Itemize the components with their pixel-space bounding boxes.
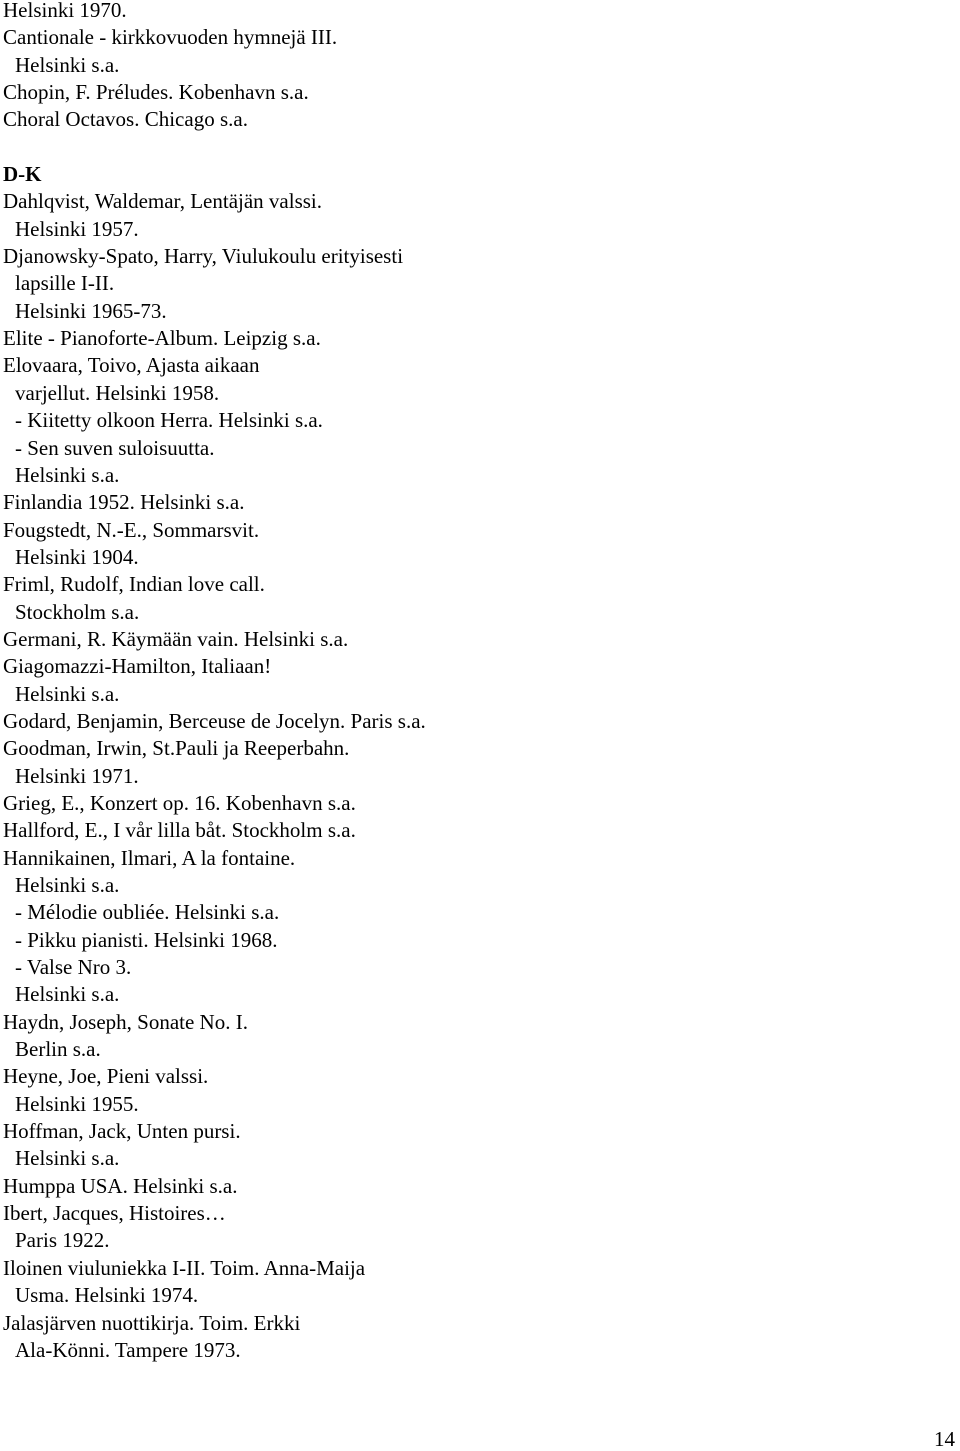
entry-continuation-line: Helsinki 1965-73.	[15, 298, 167, 323]
bibliography-subentry	[3, 927, 943, 954]
bibliography-subentry	[3, 407, 943, 434]
bibliography-entry	[3, 1118, 943, 1173]
entry-title-line: Choral Octavos. Chicago s.a.	[3, 107, 248, 132]
entry-title-line: Hoffman, Jack, Unten pursi.	[3, 1119, 241, 1144]
entry-title-line: - Pikku pianisti. Helsinki 1968.	[15, 927, 278, 952]
bibliography-entry	[3, 1063, 943, 1118]
bibliography-entry	[3, 708, 943, 735]
entry-title-line: Goodman, Irwin, St.Pauli ja Reeperbahn.	[3, 736, 350, 761]
entry-title-line: - Mélodie oubliée. Helsinki s.a.	[15, 900, 280, 925]
bibliography-entry	[3, 1310, 943, 1365]
entry-continuation-line: Helsinki s.a.	[15, 52, 120, 77]
bibliography-entry	[3, 845, 943, 900]
bibliography-list	[3, 0, 943, 1364]
bibliography-entry	[3, 0, 943, 24]
bibliography-section	[3, 161, 943, 1364]
entry-continuation-line: Usma. Helsinki 1974.	[15, 1283, 199, 1308]
section-heading: D-K	[3, 162, 42, 187]
bibliography-entry	[3, 243, 943, 325]
entry-continuation-line: Helsinki s.a.	[15, 1146, 120, 1171]
entry-continuation-line: Helsinki 1957.	[15, 216, 139, 241]
bibliography-entry	[3, 79, 943, 106]
entry-title-line: Hannikainen, Ilmari, A la fontaine.	[3, 845, 296, 870]
entry-title-line: - Sen suven suloisuutta.	[15, 435, 215, 460]
entry-continuation-line: Ala-Könni. Tampere 1973.	[15, 1337, 241, 1362]
entry-title-line: Germani, R. Käymään vain. Helsinki s.a.	[3, 626, 349, 651]
entry-title-line: - Valse Nro 3.	[15, 955, 132, 980]
bibliography-entry	[3, 571, 943, 626]
entry-title-line: Humppa USA. Helsinki s.a.	[3, 1173, 238, 1198]
entry-title-line: Cantionale - kirkkovuoden hymnejä III.	[3, 25, 338, 50]
entry-title-line: Djanowsky-Spato, Harry, Viulukoulu erityisesti	[3, 244, 404, 269]
bibliography-entry	[3, 653, 943, 708]
bibliography-entry	[3, 790, 943, 817]
bibliography-entry	[3, 1200, 943, 1255]
entry-continuation-line: Helsinki s.a.	[15, 681, 120, 706]
bibliography-subentry	[3, 899, 943, 926]
entry-continuation-line: Berlin s.a.	[15, 1037, 101, 1062]
bibliography-entry	[3, 1173, 943, 1200]
bibliography-entry	[3, 352, 943, 407]
entry-title-line: Elite - Pianoforte-Album. Leipzig s.a.	[3, 326, 321, 351]
entry-continuation-line: lapsille I-II.	[15, 271, 115, 296]
entry-title-line: Haydn, Joseph, Sonate No. I.	[3, 1009, 248, 1034]
entry-title-line: Hallford, E., I vår lilla båt. Stockholm s.a.	[3, 818, 356, 843]
entry-title-line: Helsinki 1970.	[3, 0, 127, 22]
entry-continuation-line: Helsinki s.a.	[15, 873, 120, 897]
entry-continuation-line: Stockholm s.a.	[15, 599, 140, 624]
entry-title-line: Chopin, F. Préludes. Kobenhavn s.a.	[3, 80, 309, 105]
entry-title-line: - Kiitetty olkoon Herra. Helsinki s.a.	[15, 408, 323, 433]
entry-continuation-line: varjellut. Helsinki 1958.	[15, 380, 220, 405]
bibliography-entry	[3, 517, 943, 572]
entry-continuation-line: Helsinki s.a.	[15, 982, 120, 1007]
entry-title-line: Finlandia 1952. Helsinki s.a.	[3, 490, 245, 515]
entry-continuation-line: Helsinki 1971.	[15, 763, 139, 788]
entry-continuation-line: Helsinki 1904.	[15, 544, 139, 569]
entry-title-line: Grieg, E., Konzert op. 16. Kobenhavn s.a.	[3, 790, 356, 815]
entry-title-line: Jalasjärven nuottikirja. Toim. Erkki	[3, 1310, 301, 1335]
bibliography-entry	[3, 489, 943, 516]
bibliography-entry	[3, 106, 943, 133]
bibliography-entry	[3, 1255, 943, 1310]
bibliography-entry	[3, 626, 943, 653]
bibliography-section	[3, 0, 943, 134]
entry-title-line: Fougstedt, N.-E., Sommarsvit.	[3, 517, 260, 542]
entry-title-line: Elovaara, Toivo, Ajasta aikaan	[3, 353, 260, 378]
bibliography-entry	[3, 735, 943, 790]
entry-title-line: Heyne, Joe, Pieni valssi.	[3, 1064, 209, 1089]
entry-title-line: Ibert, Jacques, Histoires…	[3, 1201, 226, 1226]
entry-title-line: Giagomazzi-Hamilton, Italiaan!	[3, 654, 272, 679]
entry-continuation-line: Helsinki 1955.	[15, 1091, 139, 1116]
entry-continuation-line: Helsinki s.a.	[15, 462, 120, 487]
bibliography-subentry	[3, 954, 943, 1009]
page-number: 14	[934, 1427, 955, 1451]
entry-title-line: Dahlqvist, Waldemar, Lentäjän valssi.	[3, 189, 322, 214]
entry-title-line: Godard, Benjamin, Berceuse de Jocelyn. Paris s.a.	[3, 708, 426, 733]
bibliography-entry	[3, 325, 943, 352]
bibliography-entry	[3, 188, 943, 243]
bibliography-subentry	[3, 435, 943, 490]
entry-continuation-line: Paris 1922.	[15, 1228, 110, 1253]
bibliography-entry	[3, 817, 943, 844]
bibliography-entry	[3, 24, 943, 79]
bibliography-entry	[3, 1009, 943, 1064]
entry-title-line: Friml, Rudolf, Indian love call.	[3, 572, 265, 597]
entry-title-line: Iloinen viuluniekka I-II. Toim. Anna-Maija	[3, 1255, 366, 1280]
